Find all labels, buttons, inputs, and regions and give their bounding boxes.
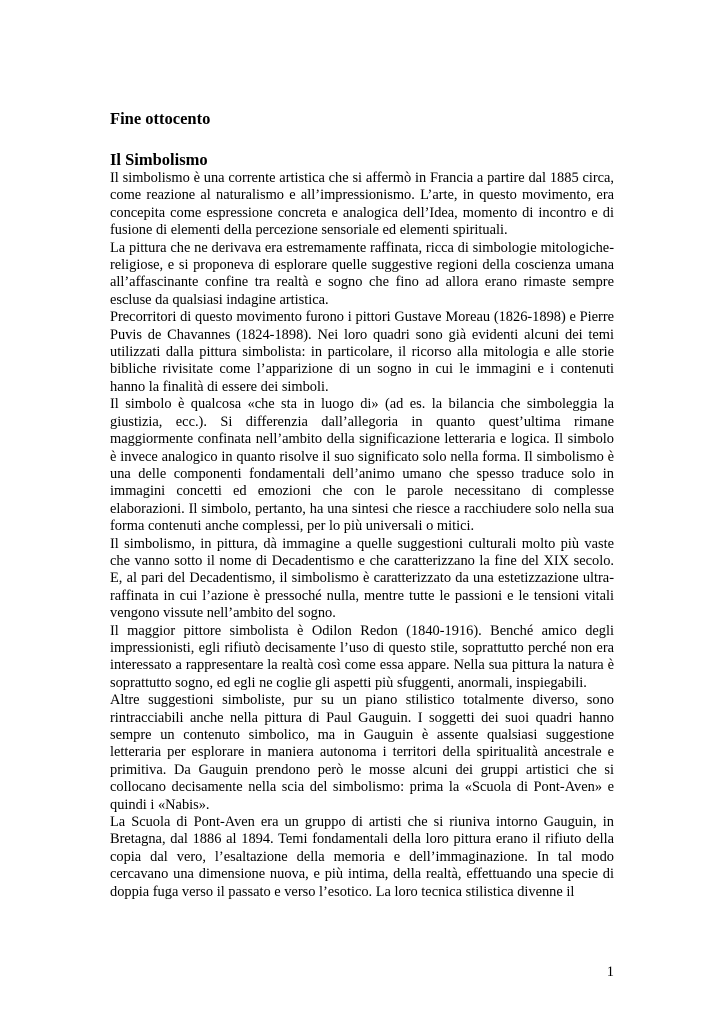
paragraph-redon: Il maggior pittore simbolista è Odilon Redon (1840-1916). Benché amico degli impressionisti, egli rifiutò decisamente l’uso di questo stile, soprattutto perché non era interessato a rappresentare la realtà così come essa appare. Nella sua pittura la natura è soprattutto sogno, ed egli ne coglie gli aspetti più sfuggenti, anormali, inspiegabili. [110,622,614,691]
paragraph-pont-aven: La Scuola di Pont-Aven era un gruppo di artisti che si riuniva intorno Gauguin, in Bretagna, dal 1886 al 1894. Temi fondamentali della loro pittura erano il rifiuto della copia dal vero, l’esaltazione della memoria e dell’immaginazione. In tal modo cercavano una dimensione nuova, e più intima, della realtà, effettuando una specie di doppia fuga verso il passato e verso l’esotico. La loro tecnica stilistica divenne il [110,814,614,900]
document-body [110,170,614,901]
paragraph-decadentismo: Il simbolismo, in pittura, dà immagine a quelle suggestioni culturali molto più vaste che vanno sotto il nome di Decadentismo e che caratterizzano la fine del XIX secolo. E, al pari del Decadentismo, il simbolismo è caratterizzato da una estetizzazione ultra-raffinata in cui l’azione è pressoché nulla, mentre tutte le passioni e le tensioni vitali vengono vissute nell’ambito del sogno. [110,535,614,622]
document-title: Fine ottocento [110,109,211,128]
section-title: Il Simbolismo [110,150,208,169]
paragraph-intro: Il simbolismo è una corrente artistica che si affermò in Francia a partire dal 1885 circa, come reazione al naturalismo e all’impressionismo. L’arte, in questo movimento, era concepita come espressione concreta e analogica dell’Idea, momento di incontro e di fusione di elementi della percezione sensoriale ed elementi spirituali. [110,170,614,239]
page-number: 1 [606,964,614,980]
paragraph-pittura: La pittura che ne derivava era estremamente raffinata, ricca di simbologie mitologiche-religiose, e si proponeva di esplorare quelle suggestive regioni della coscienza umana all’affascinante confine tra realtà e sogno che fino ad allora erano rimaste sempre escluse da qualsiasi indagine artistica. [110,239,614,308]
paragraph-simbolo: Il simbolo è qualcosa «che sta in luogo di» (ad es. la bilancia che simboleggia la giustizia, ecc.). Si differenzia dall’allegoria in quanto quest’ultima rimane maggiormente confinata nell’ambito della significazione letteraria e logica. Il simbolo è invece analogico in quanto risolve il suo significato solo nella forma. Il simbolismo è una delle componenti fondamentali dell’animo umano che spesso traduce solo in immagini concetti ed emozioni che con le parole necessitano di complesse elaborazioni. Il simbolo, pertanto, ha una sintesi che riesce a racchiudere solo nella sua forma contenuti anche complessi, per lo più universali o mitici. [110,396,614,535]
paragraph-gauguin: Altre suggestioni simboliste, pur su un piano stilistico totalmente diverso, sono rintracciabili anche nella pittura di Paul Gauguin. I soggetti dei suoi quadri hanno sempre un contenuto simbolico, ma in Gauguin è assente qualsiasi suggestione letteraria per esplorare in maniera autonoma i territori della spiritualità ancestrale e primitiva. Da Gauguin prendono però le mosse alcuni dei gruppi artistici che si collocano decisamente nella scia del simbolismo: prima la «Scuola di Pont-Aven» e quindi i «Nabis». [110,692,614,813]
paragraph-precorritori: Precorritori di questo movimento furono i pittori Gustave Moreau (1826-1898) e Pierre Puvis de Chavannes (1824-1898). Nei loro quadri sono già evidenti alcuni dei temi utilizzati dalla pittura simbolista: in particolare, il ricorso alla mitologia e alle storie bibliche rivisitate come l’apparizione di un sogno in cui le immagini e i contenuti hanno la finalità di essere dei simboli. [110,309,614,395]
document-page [110,108,614,901]
